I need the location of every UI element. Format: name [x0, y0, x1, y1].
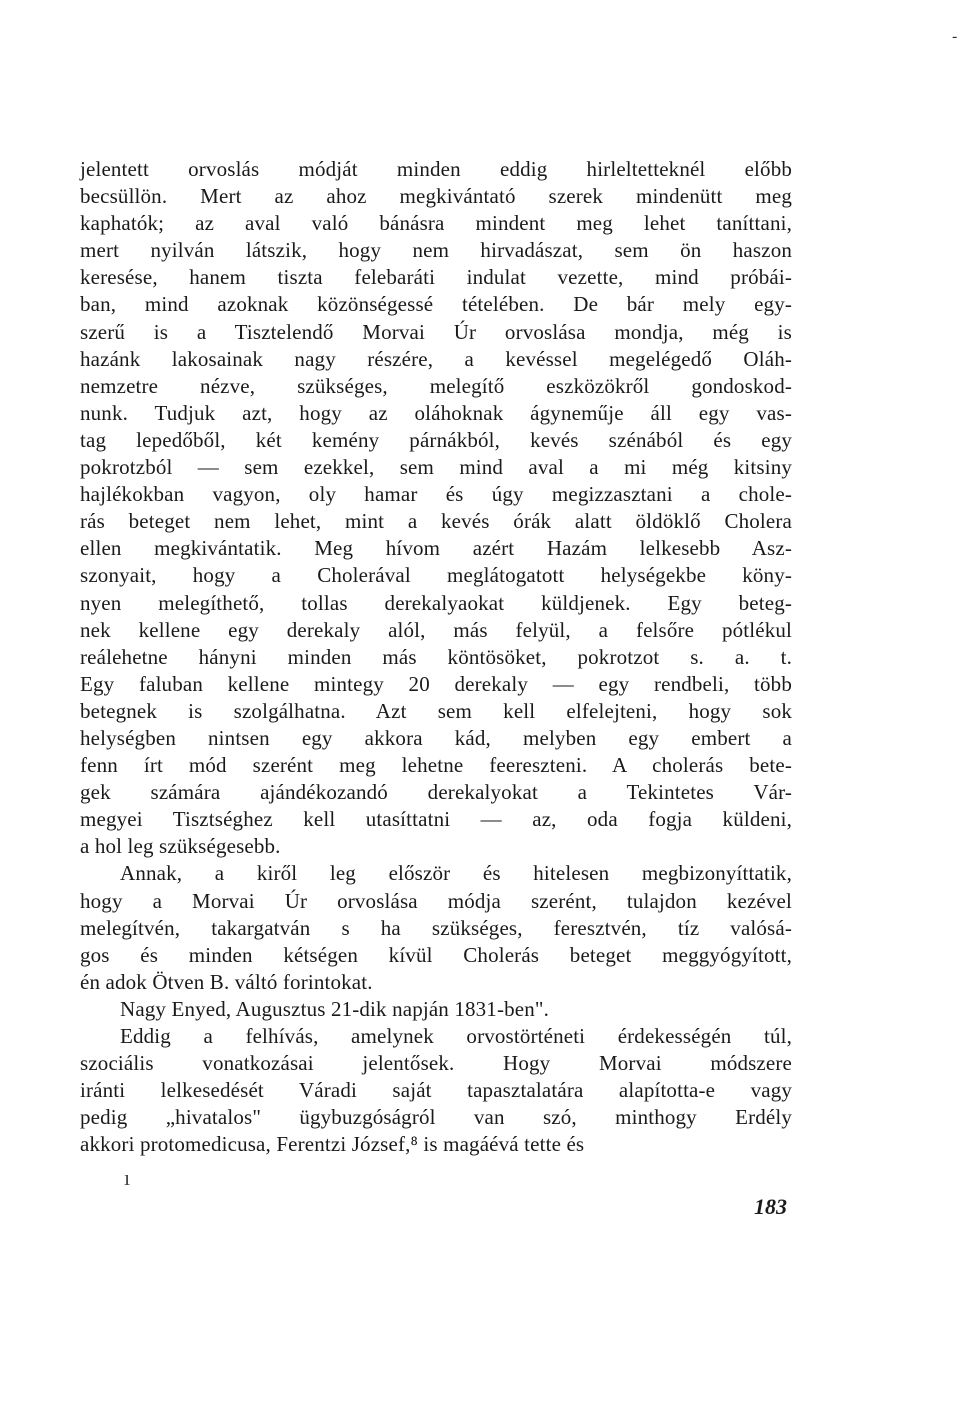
text-line: hajlékokban vagyon, oly hamar és úgy megizzasztani a chole- — [80, 482, 792, 507]
text-line: becsüllön. Mert az ahoz megkivántató szerek mindenütt meg — [80, 184, 792, 209]
text-line: iránti lelkesedését Váradi saját tapasztalatára alapította-e vagy — [80, 1078, 792, 1103]
margin-mark: - — [952, 28, 958, 45]
page-number: 183 — [754, 1194, 787, 1219]
text-line: mert nyilván látszik, hogy nem hirvadászat, sem ön haszon — [80, 238, 792, 263]
text-line: tag lepedőből, két kemény párnákból, kevés szénából és egy — [80, 427, 792, 452]
text-line: Nagy Enyed, Augusztus 21-dik napján 1831-ben". — [120, 996, 549, 1021]
text-line: Annak, a kiről leg először és hitelesen megbizonyíttatik, — [120, 861, 792, 886]
text-line: megyei Tisztséghez kell utasíttatni — az, oda fogja küldeni, — [80, 807, 792, 832]
text-line: kaphatók; az aval való bánásra mindent meg lehet taníttani, — [80, 211, 792, 236]
text-line: hogy a Morvai Úr orvoslása módja szerént, tulajdon kezével — [80, 888, 792, 913]
text-line: melegítvén, takargatván s ha szükséges, feresztvén, tíz valósá- — [80, 915, 792, 940]
text-line: gek számára ajándékozandó derekalyokat a Tekintetes Vár- — [80, 780, 792, 805]
text-line: gos és minden kétségen kívül Cholerás beteget meggyógyított, — [80, 942, 792, 967]
text-line: ban, mind azoknak közönségessé tételében. De bár mely egy- — [80, 292, 792, 317]
text-line: helységben nintsen egy akkora kád, melyben egy embert a — [80, 725, 792, 750]
body-text — [80, 156, 792, 1158]
text-line: nunk. Tudjuk azt, hogy az oláhoknak ágyneműje áll egy vas- — [80, 400, 792, 425]
text-line: szonyait, hogy a Cholerával meglátogatott helységekbe köny- — [80, 563, 792, 588]
text-line: nek kellene egy derekaly alól, más felyül, a felsőre pótlékul — [80, 617, 792, 642]
text-line: jelentett orvoslás módját minden eddig hirleltetteknél előbb — [80, 157, 792, 181]
text-line: nemzetre nézve, szükséges, melegítő eszközökről gondoskod- — [80, 373, 792, 398]
stray-mark: ı — [124, 1165, 131, 1190]
text-line: pedig „hivatalos" ügybuzgóságról van szó, minthogy Erdély — [80, 1105, 792, 1130]
text-line: rás beteget nem lehet, mint a kevés órák alatt öldöklő Cholera — [80, 509, 792, 534]
text-line: fenn írt mód szerént meg lehetne feereszteni. A cholerás bete- — [80, 753, 792, 778]
text-line: ellen megkivántatik. Meg hívom azért Hazám lelkesebb Asz- — [80, 536, 792, 561]
text-line: szociális vonatkozásai jelentősek. Hogy Morvai módszere — [80, 1051, 792, 1076]
text-line: a hol leg szükségesebb. — [80, 834, 281, 859]
text-line: pokrotzból — sem ezekkel, sem mind aval a mi még kitsiny — [80, 455, 792, 480]
text-line: reálehetne hányni minden más köntösöket, pokrotzot s. a. t. — [80, 644, 792, 669]
text-line: keresése, hanem tiszta felebaráti indulat vezette, mind próbái- — [80, 265, 792, 290]
text-line: szerű is a Tisztelendő Morvai Úr orvoslása mondja, még is — [80, 319, 792, 344]
text-line: Egy faluban kellene mintegy 20 derekaly — egy rendbeli, több — [80, 671, 792, 696]
text-line: Eddig a felhívás, amelynek orvostörténeti érdekességén túl, — [120, 1024, 792, 1048]
text-line: én adok Ötven B. váltó forintokat. — [80, 969, 373, 994]
text-line: betegnek is szolgálhatna. Azt sem kell elfelejteni, hogy sok — [80, 698, 792, 723]
text-line: akkori protomedicusa, Ferentzi József,⁸ is magáévá tette és — [80, 1132, 585, 1157]
text-line: nyen melegíthető, tollas derekalyaokat küldjenek. Egy beteg- — [80, 590, 792, 615]
text-line: hazánk lakosainak nagy részére, a kevéssel megelégedő Oláh- — [80, 346, 792, 371]
